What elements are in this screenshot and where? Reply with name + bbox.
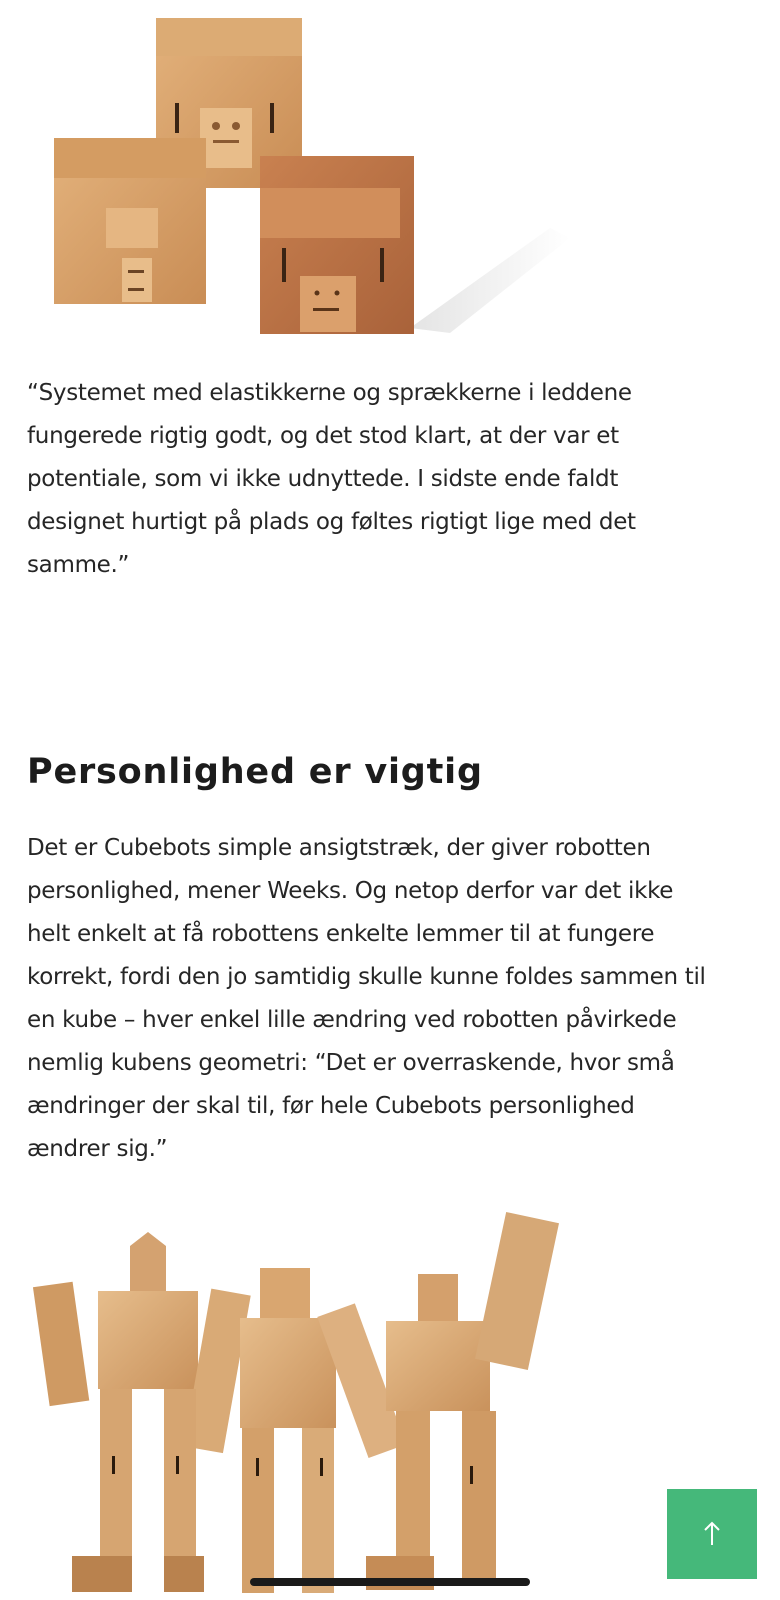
quote-paragraph bbox=[27, 372, 727, 587]
body-line: ændrer sig.” bbox=[27, 1136, 168, 1162]
quote-line: designet hurtigt på plads og føltes rigtigt lige med det bbox=[27, 509, 636, 535]
body-line: korrekt, fordi den jo samtidig skulle kunne foldes sammen til bbox=[27, 964, 706, 990]
body-line: nemlig kubens geometri: “Det er overraskende, hvor små bbox=[27, 1050, 675, 1076]
body-line: helt enkelt at få robottens enkelte lemmer til at fungere bbox=[27, 921, 655, 947]
home-indicator-bar[interactable] bbox=[250, 1578, 530, 1586]
scroll-to-top-button[interactable] bbox=[667, 1489, 757, 1579]
section-heading: Personlighed er vigtig bbox=[27, 752, 483, 792]
cubebot-cubes-image bbox=[30, 8, 570, 348]
cubebot-robots-image bbox=[30, 1196, 570, 1600]
body-line: Det er Cubebots simple ansigtstræk, der giver robotten bbox=[27, 835, 651, 861]
quote-line: samme.” bbox=[27, 552, 130, 578]
arrow-up-icon bbox=[702, 1519, 722, 1549]
section-body-paragraph bbox=[27, 827, 747, 1171]
body-line: personlighed, mener Weeks. Og netop derfor var det ikke bbox=[27, 878, 674, 904]
quote-line: potentiale, som vi ikke udnyttede. I sidste ende faldt bbox=[27, 466, 619, 492]
body-line: en kube – hver enkel lille ændring ved robotten påvirkede bbox=[27, 1007, 677, 1033]
quote-line: fungerede rigtig godt, og det stod klart, at der var et bbox=[27, 423, 619, 449]
quote-line: “Systemet med elastikkerne og sprækkerne i leddene bbox=[27, 380, 632, 406]
body-line: ændringer der skal til, før hele Cubebots personlighed bbox=[27, 1093, 635, 1119]
